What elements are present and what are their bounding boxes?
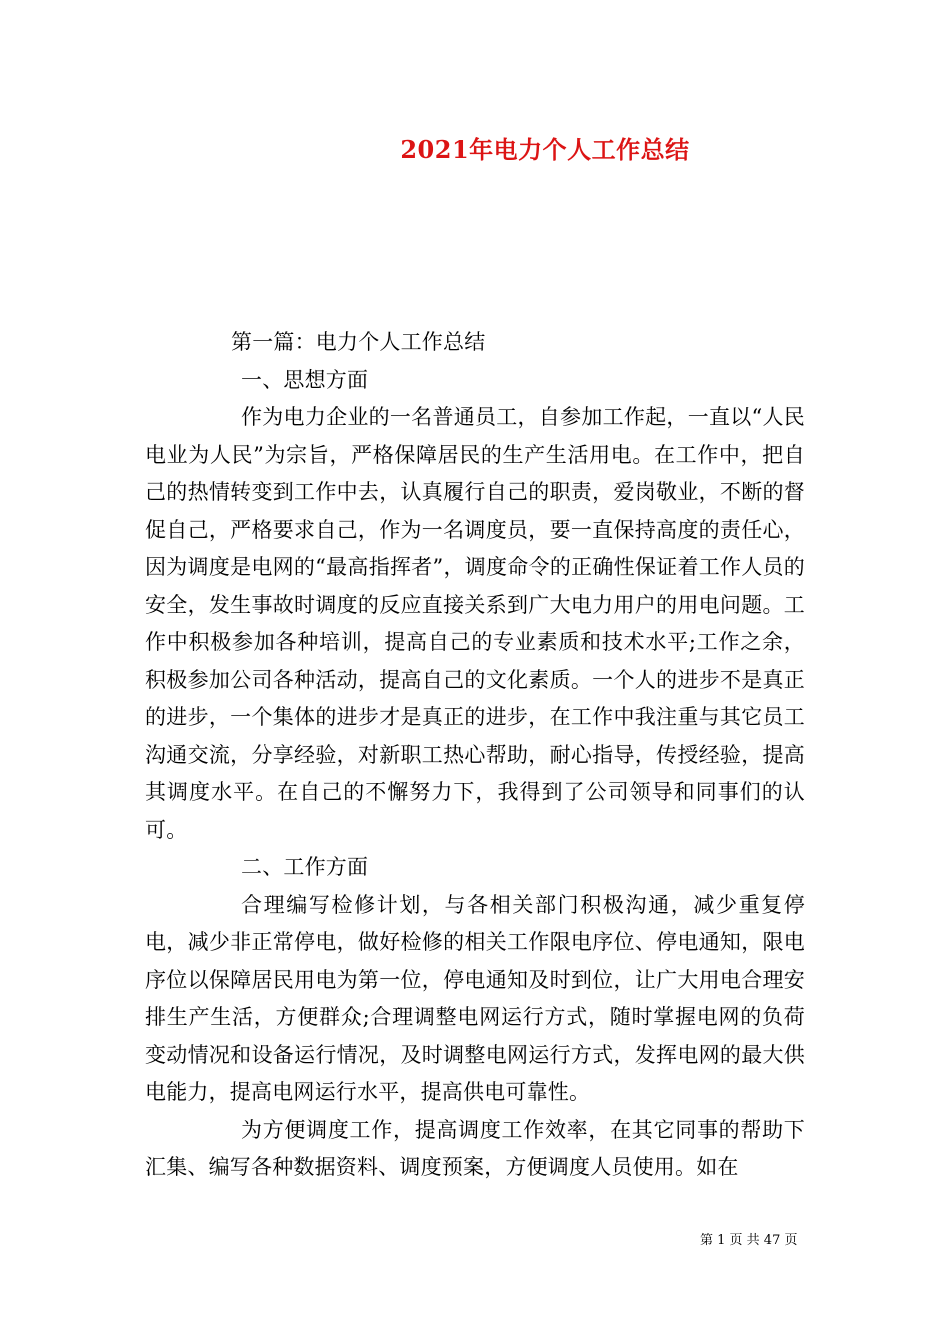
section-heading-work: 二、工作方面 bbox=[241, 855, 369, 879]
paragraph-work-2: 为方便调度工作，提高调度工作效率，在其它同事的帮助下汇集、编写各种数据资料、调度预案，方便调度人员使用。如在 bbox=[145, 1117, 805, 1179]
page-number-footer: 第 1 页 共 47 页 bbox=[700, 1233, 798, 1248]
paragraph-work-1: 合理编写检修计划，与各相关部门积极沟通，减少重复停电，减少非正常停电，做好检修的相关工作限电序位、停电通知，限电序位以保障居民用电为第一位，停电通知及时到位，让广大用电合理安排生产生活，方便群众;合理调整电网运行方式，随时掌握电网的负荷变动情况和设备运行情况，及时调整电网运行方式，发挥电网的最大供电能力，提高电网运行水平，提高供电可靠性。 bbox=[145, 892, 805, 1104]
paragraph-thought: 作为电力企业的一名普通员工，自参加工作起，一直以“人民电业为人民”为宗旨，严格保障居民的生产生活用电。在工作中，把自己的热情转变到工作中去，认真履行自己的职责，爱岗敬业，不断的督促自己，严格要求自己，作为一名调度员，要一直保持高度的责任心，因为调度是电网的“最高指挥者”，调度命令的正确性保证着工作人员的安全，发生事故时调度的反应直接关系到广大电力用户的用电问题。工作中积极参加各种培训，提高自己的专业素质和技术水平;工作之余，积极参加公司各种活动，提高自己的文化素质。一个人的进步不是真正的进步，一个集体的进步才是真正的进步，在工作中我注重与其它员工沟通交流，分享经验，对新职工热心帮助，耐心指导，传授经验，提高其调度水平。在自己的不懈努力下，我得到了公司领导和同事们的认可。 bbox=[145, 405, 805, 842]
section-heading-thought: 一、思想方面 bbox=[241, 367, 369, 392]
document-body bbox=[145, 324, 805, 1187]
document-title: 2021年电力个人工作总结 bbox=[400, 135, 690, 164]
part-heading: 第一篇：电力个人工作总结 bbox=[231, 330, 486, 354]
